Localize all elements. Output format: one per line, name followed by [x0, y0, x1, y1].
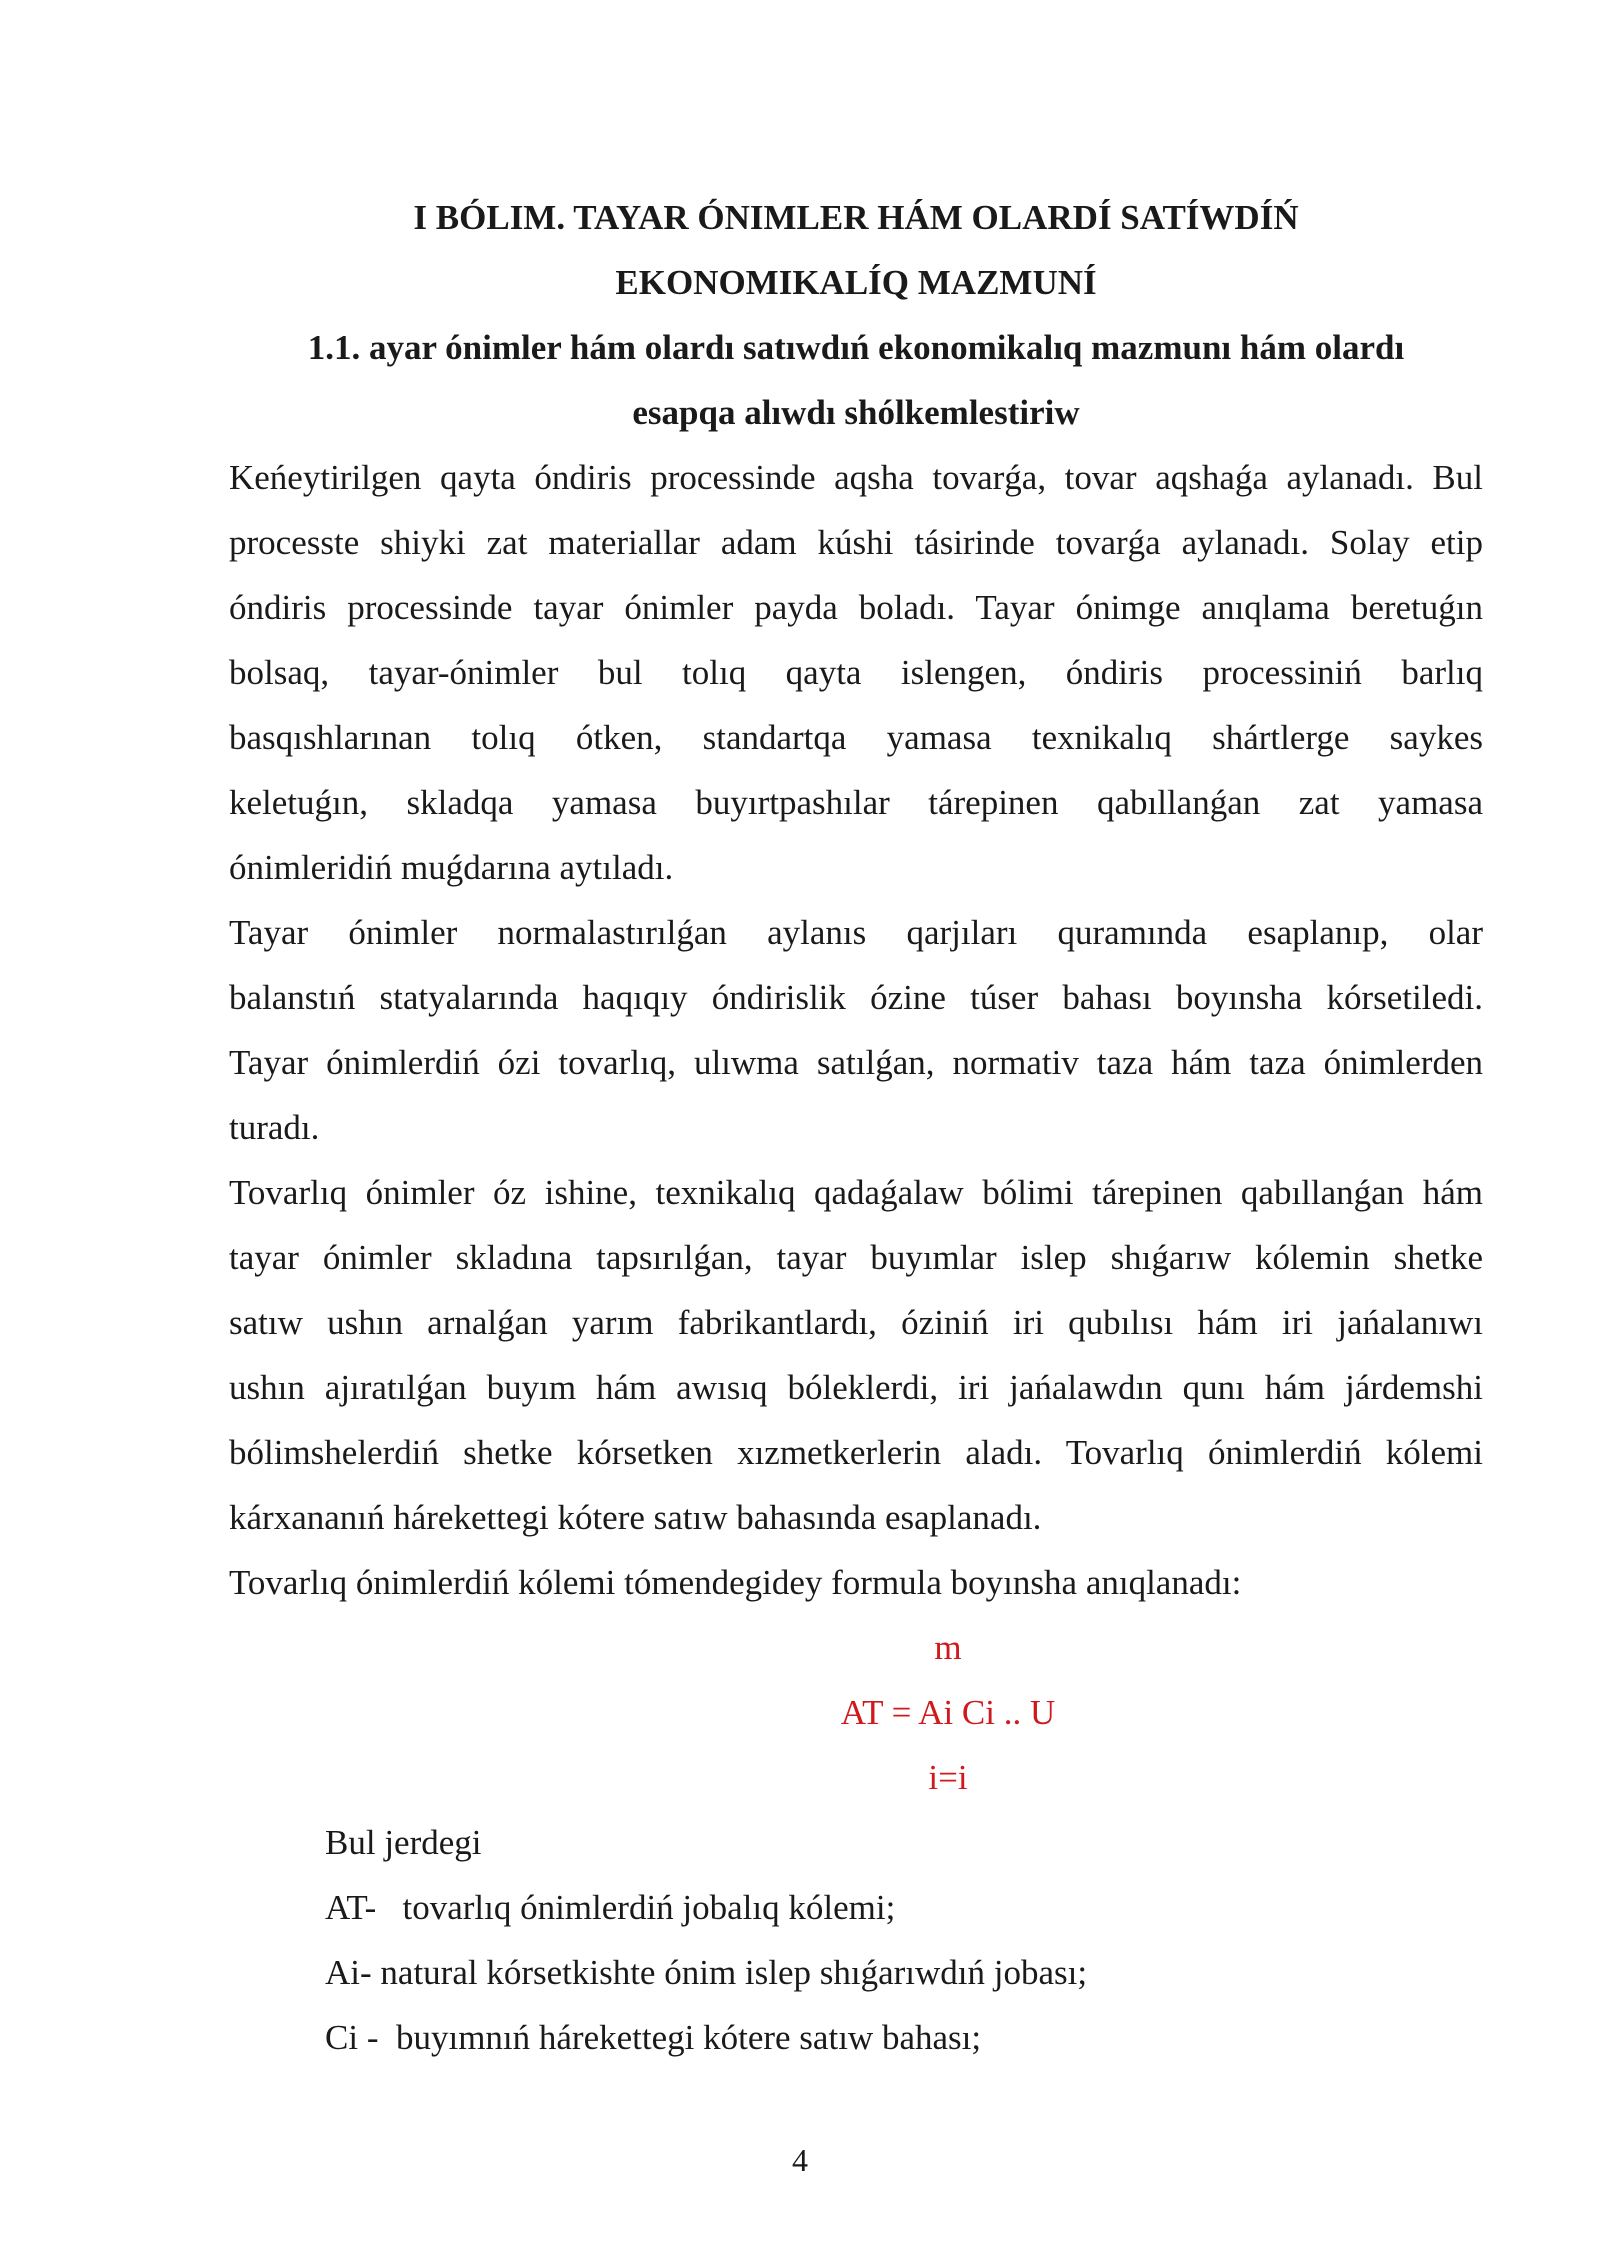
paragraph-line: ónimleridiń muǵdarına aytıladı.: [229, 848, 674, 887]
section-title-line-1: 1.1. ayar ónimler hám olardı satıwdıń ekonomikalıq mazmunı hám olardı: [307, 328, 1405, 367]
paragraph-line: processte shiyki zat materiallar adam kúshi tásirinde tovarǵa aylanadı. Solay etip: [229, 523, 1483, 562]
chapter-title-line-1: I BÓLIM. TAYAR ÓNIMLER HÁM OLARDÍ SATÍWDÍŃ: [413, 198, 1299, 237]
section-title-line-2: esapqa alıwdı shólkemlestiriw: [632, 393, 1080, 432]
formula-upper-limit: m: [934, 1628, 962, 1667]
definition-item: AT- tovarlıq ónimlerdiń jobalıq kólemi;: [325, 1888, 896, 1927]
paragraph-line: kárxananıń hárekettegi kótere satıw bahasında esaplanadı.: [229, 1498, 1042, 1537]
paragraph-line: Keńeytirilgen qayta óndiris processinde aqsha tovarǵa, tovar aqshaǵa aylanadı. Bul: [229, 458, 1483, 497]
paragraph-line: Tayar ónimler normalastırılǵan aylanıs qarjıları quramında esaplanıp, olar: [229, 913, 1483, 952]
formula: [321, 1615, 1575, 1810]
paragraph-line: satıw ushın arnalǵan yarım fabrikantlardı, óziniń iri qubılısı hám iri jańalanıwı: [229, 1303, 1483, 1342]
formula-expression: AT = Ai Ci .. U: [840, 1693, 1056, 1732]
definitions-intro: Bul jerdegi: [325, 1823, 482, 1862]
paragraph-4: Tovarlıq ónimlerdiń kólemi tómendegidey formula boyınsha anıqlanadı:: [229, 1563, 1242, 1602]
page-number: 4: [792, 2142, 808, 2178]
definition-item: Ci - buyımnıń hárekettegi kótere satıw bahası;: [325, 2018, 982, 2057]
definition-item: Ai- natural kórsetkishte ónim islep shıǵarıwdıń jobası;: [325, 1953, 1088, 1992]
paragraph-line: keletuǵın, skladqa yamasa buyırtpashılar tárepinen qabıllanǵan zat yamasa: [229, 783, 1483, 822]
paragraph-line: balanstıń statyalarında haqıqıy óndirislik ózine túser bahası boyınsha kórsetiledi.: [229, 978, 1483, 1017]
chapter-title-line-2: EKONOMIKALÍQ MAZMUNÍ: [615, 263, 1097, 302]
paragraph-line: tayar ónimler skladına tapsırılǵan, tayar buyımlar islep shıǵarıw kólemin shetke: [229, 1238, 1483, 1277]
paragraph-line: turadı.: [229, 1108, 320, 1147]
paragraph-3: [229, 1160, 1483, 1550]
document-body: [229, 185, 1483, 2070]
paragraph-line: óndiris processinde tayar ónimler payda boladı. Tayar ónimge anıqlama beretuǵın: [229, 588, 1483, 627]
paragraph-line: bolsaq, tayar-ónimler bul tolıq qayta islengen, óndiris processiniń barlıq: [229, 653, 1483, 692]
paragraph-1: [229, 445, 1483, 900]
paragraph-line: bólimshelerdiń shetke kórsetken xızmetkerlerin aladı. Tovarlıq ónimlerdiń kólemi: [229, 1433, 1483, 1472]
paragraph-line: ushın ajıratılǵan buyım hám awısıq bóleklerdi, iri jańalawdın qunı hám járdemshi: [229, 1368, 1483, 1407]
paragraph-2: [229, 900, 1483, 1160]
paragraph-line: Tovarlıq ónimler óz ishine, texnikalıq qadaǵalaw bólimi tárepinen qabıllanǵan hám: [229, 1173, 1483, 1212]
paragraph-line: basqıshlarınan tolıq ótken, standartqa yamasa texnikalıq shártlerge saykes: [229, 718, 1483, 757]
formula-lower-limit: i=i: [928, 1758, 968, 1797]
paragraph-line: Tayar ónimlerdiń ózi tovarlıq, ulıwma satılǵan, normativ taza hám taza ónimlerden: [229, 1043, 1483, 1082]
definitions-list: [229, 1810, 1483, 2070]
